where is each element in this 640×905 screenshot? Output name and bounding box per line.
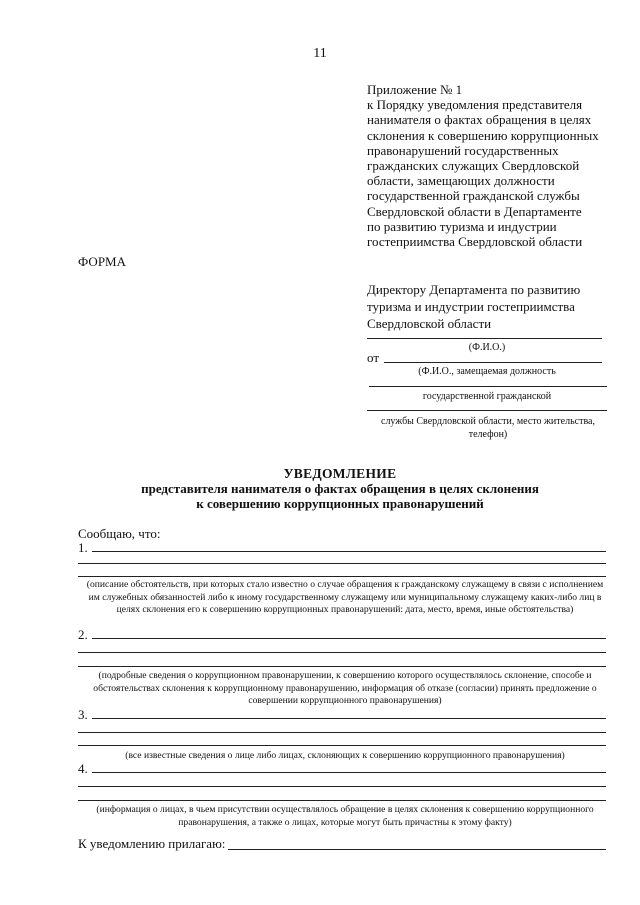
notice-title-block [60, 466, 620, 511]
item-number: 1. [78, 540, 88, 555]
item-4-line[interactable] [78, 800, 606, 801]
item-4-line[interactable] [78, 786, 606, 787]
notice-subtitle: представителя нанимателя о фактах обращения в целях склонения [141, 481, 539, 496]
attachment-line[interactable] [228, 849, 606, 850]
item-3-description: (все известные сведения о лице либо лицах, склоняющих к совершению коррупционного правонарушения) [125, 750, 565, 761]
item-2-line[interactable] [92, 638, 606, 639]
item-number: 2. [78, 627, 88, 642]
fio-line[interactable] [367, 338, 602, 339]
item-2-line[interactable] [78, 666, 606, 667]
position-line[interactable] [369, 386, 607, 387]
addressee-line: Директору Департамента по развитию [367, 282, 581, 297]
appendix-line: склонения к совершению коррупционных [367, 127, 599, 143]
appendix-line: Свердловской области в Департаменте [367, 203, 582, 219]
from-label: от [367, 350, 380, 365]
appendix-line: гостеприимства Свердловской области [367, 234, 583, 250]
appendix-line: правонарушений государственных [367, 142, 559, 158]
service-line[interactable] [367, 410, 607, 411]
notice-subtitle: к совершению коррупционных правонарушений [196, 496, 484, 511]
item-2-description: (подробные сведения о коррупционном правонарушении, к совершению которого осуществлялось склонение, способе и обстоятельствах склонения к коррупционному правонарушению, информация об отказе (согласии) принять предложение о совершении коррупционного правонарушения) [93, 670, 597, 706]
appendix-line: по развитию туризма и индустрии [367, 218, 557, 234]
notice-title: УВЕДОМЛЕНИЕ [283, 466, 397, 481]
item-4-description: (информация о лицах, в чьем присутствии осуществлялось обращение в целях склонения к совершению коррупционного правонарушения, а также о лицах, которые могут быть причастны к этому факту) [96, 804, 594, 828]
attachment-label: К уведомлению прилагаю: [78, 836, 226, 851]
page-number: 11 [313, 46, 327, 61]
appendix-line: нанимателя о фактах обращения в целях [367, 112, 592, 128]
item-3-line[interactable] [78, 732, 606, 733]
appendix-header [367, 82, 617, 249]
item-1-description: (описание обстоятельств, при которых стало известно о случае обращения к гражданскому служащему в связи с исполнением им служебных обязанностей либо к иному государственному служащему или муниципальному служащему каких-либо лиц в целях склонения его к совершению коррупционных правонарушений: дата, место, время, иные обстоятельства) [86, 579, 604, 615]
appendix-line: гражданских служащих Свердловской [367, 158, 580, 174]
item-1-line[interactable] [92, 551, 606, 552]
fio-caption: (Ф.И.О.) [468, 342, 506, 353]
addressee-line: туризма и индустрии гостеприимства [367, 299, 575, 314]
service-caption-2: службы Свердловской области, место жительства, [381, 416, 595, 427]
item-number: 3. [78, 707, 88, 722]
appendix-line: государственной гражданской службы [367, 188, 580, 204]
form-label: ФОРМА [78, 254, 126, 269]
addressee-block [367, 281, 617, 332]
addressee-line: Свердловской области [367, 316, 492, 331]
from-line[interactable] [384, 362, 602, 363]
item-number: 4. [78, 761, 88, 776]
appendix-line: к Порядку уведомления представителя [367, 97, 583, 113]
item-3-line[interactable] [78, 745, 606, 746]
service-caption: государственной гражданской [422, 391, 552, 402]
appendix-line: области, замещающих должности [367, 173, 555, 189]
item-2-line[interactable] [78, 652, 606, 653]
lead-text: Сообщаю, что: [78, 526, 161, 541]
from-caption: (Ф.И.О., замещаемая должность [418, 366, 556, 377]
item-1-line[interactable] [78, 563, 606, 564]
service-caption-3: телефон) [468, 429, 508, 440]
item-3-line[interactable] [92, 718, 606, 719]
item-4-line[interactable] [92, 772, 606, 773]
item-1-line[interactable] [78, 576, 606, 577]
appendix-title: Приложение № 1 [367, 82, 463, 97]
